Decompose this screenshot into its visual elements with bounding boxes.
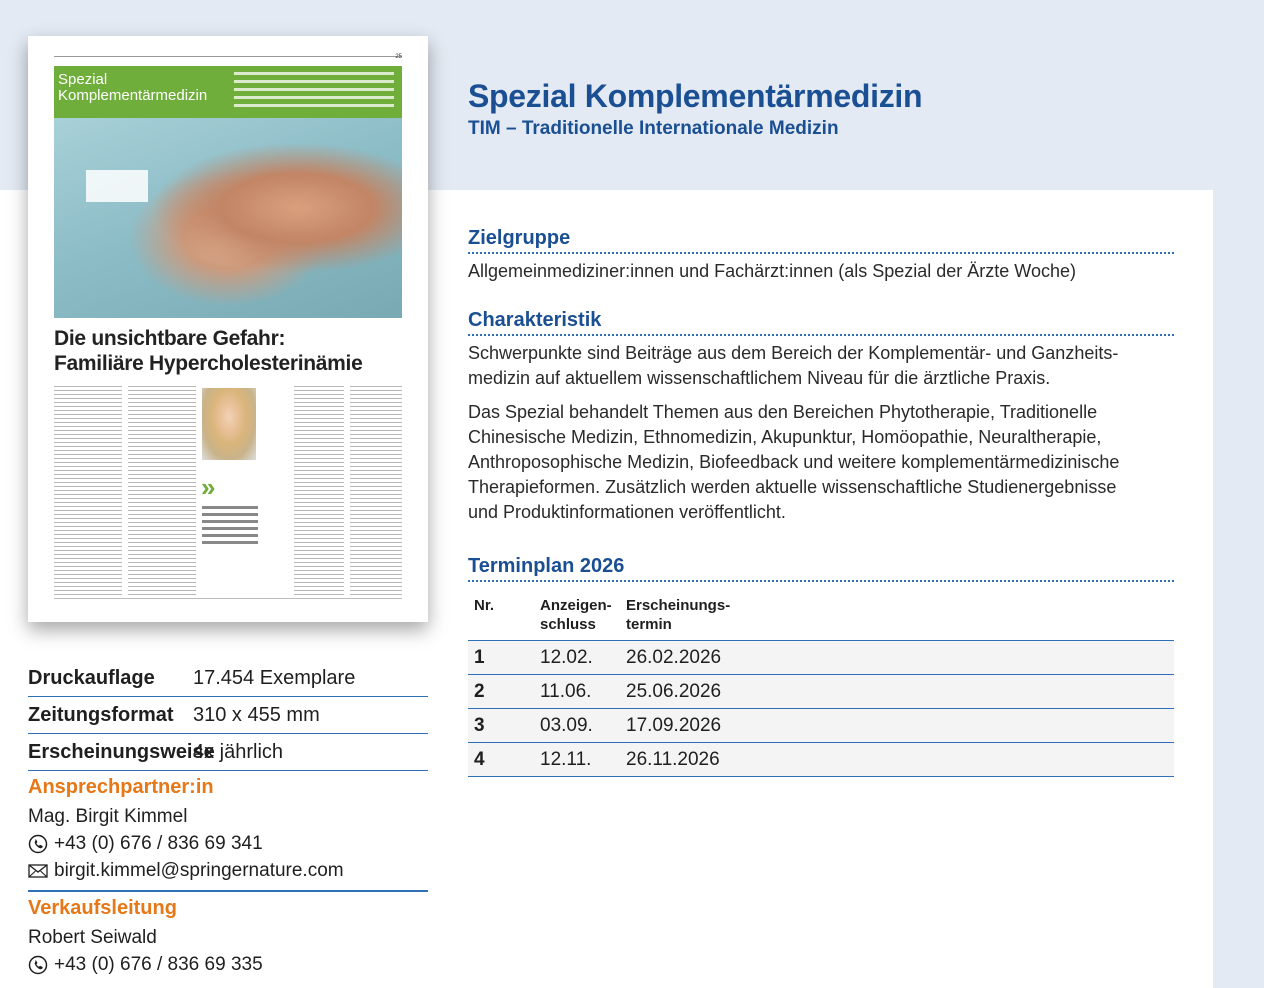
section-heading: Terminplan 2026 xyxy=(468,555,1174,582)
cover-green-band xyxy=(54,66,402,118)
cover-band-title xyxy=(58,72,207,104)
section-zielgruppe xyxy=(468,227,1174,293)
contact-phone[interactable] xyxy=(28,830,428,857)
cover-column xyxy=(294,386,344,596)
cell-nr: 3 xyxy=(468,709,534,743)
phone-icon xyxy=(28,955,48,975)
contact-phone-text: +43 (0) 676 / 836 69 335 xyxy=(54,953,263,975)
phone-icon xyxy=(28,834,48,854)
column-header-erscheinungstermin xyxy=(620,596,1174,641)
contact-phone[interactable] xyxy=(28,951,428,978)
cover-hands-photo xyxy=(54,118,402,318)
cover-top-rule xyxy=(54,56,402,57)
specs-table xyxy=(28,660,428,771)
header-line: termin xyxy=(626,616,672,633)
charakteristik-paragraph-1 xyxy=(468,341,1174,391)
header-line: Anzeigen- xyxy=(540,597,612,614)
cover-column xyxy=(128,386,196,596)
cell-erscheinungstermin: 26.02.2026 xyxy=(620,641,1174,675)
contact-heading: Ansprechpartner:in xyxy=(28,776,214,798)
text-line: Therapieformen. Zusätzlich werden aktuelle wissenschaftliche Studienergebnisse xyxy=(468,477,1117,497)
cell-nr: 1 xyxy=(468,641,534,675)
contact-phone-text: +43 (0) 676 / 836 69 341 xyxy=(54,832,263,854)
contact-name xyxy=(28,803,428,830)
text-line: Schwerpunkte sind Beiträge aus dem Bereich der Komplementär- und Ganzheits- xyxy=(468,343,1119,363)
terminplan-table xyxy=(468,596,1174,777)
cover-column xyxy=(54,386,122,596)
section-heading: Charakteristik xyxy=(468,309,1174,336)
text-line: Das Spezial behandelt Themen aus den Bereichen Phytotherapie, Traditionelle xyxy=(468,402,1098,422)
cell-erscheinungstermin: 17.09.2026 xyxy=(620,709,1174,743)
cover-footer-rule xyxy=(54,598,402,599)
contact-separator xyxy=(28,890,428,892)
spec-value: 310 x 455 mm xyxy=(193,704,320,726)
section-charakteristik xyxy=(468,309,1174,534)
cover-headline xyxy=(54,326,404,376)
section-terminplan xyxy=(468,555,1174,582)
cover-quote-mark: » xyxy=(201,472,216,502)
table-header-row xyxy=(468,596,1174,641)
text-line: und Produktinformationen veröffentlicht. xyxy=(468,502,786,522)
table-row xyxy=(468,675,1174,709)
spec-value: 17.454 Exemplare xyxy=(193,667,356,689)
contact-email[interactable] xyxy=(28,857,428,884)
header-line: schluss xyxy=(540,616,596,633)
header-line: Erscheinungs- xyxy=(626,597,731,614)
cell-anzeigenschluss: 12.02. xyxy=(534,641,620,675)
right-margin-background xyxy=(1213,0,1264,988)
contact-verkaufsleitung xyxy=(28,897,428,978)
cover-quote-lines xyxy=(202,506,258,548)
cover-page-number: 25 xyxy=(395,54,402,60)
text-line: Anthroposophische Medizin, Biofeedback und weitere komplementärmedizinische xyxy=(468,452,1120,472)
spec-row-erscheinungsweise xyxy=(28,734,428,771)
cell-anzeigenschluss: 11.06. xyxy=(534,675,620,709)
cover-band-title-line2: Komplementärmedizin xyxy=(58,87,208,105)
spec-value: 4x jährlich xyxy=(193,741,284,763)
contact-heading: Verkaufsleitung xyxy=(28,897,177,919)
spec-row-zeitungsformat xyxy=(28,697,428,734)
section-heading: Zielgruppe xyxy=(468,227,1174,254)
cover-portrait-photo xyxy=(202,388,256,460)
spec-label: Druckauflage xyxy=(28,667,155,689)
contact-name-text: Robert Seiwald xyxy=(28,926,157,948)
cell-anzeigenschluss: 03.09. xyxy=(534,709,620,743)
cover-photo-caption-box xyxy=(86,170,148,202)
zielgruppe-text: Allgemeinmediziner:innen und Fachärzt:innen (als Spezial der Ärzte Woche) xyxy=(468,261,1076,281)
cell-erscheinungstermin: 26.11.2026 xyxy=(620,743,1174,777)
spec-label: Zeitungsformat xyxy=(28,704,174,726)
table-row xyxy=(468,709,1174,743)
contact-ansprechpartner xyxy=(28,776,428,892)
cell-anzeigenschluss: 12.11. xyxy=(534,743,620,777)
envelope-icon xyxy=(28,863,48,879)
cover-headline-line1: Die unsichtbare Gefahr: xyxy=(54,327,286,350)
charakteristik-paragraph-2 xyxy=(468,400,1174,525)
newspaper-cover-thumbnail xyxy=(28,36,428,622)
section-text xyxy=(468,341,1174,525)
cell-erscheinungstermin: 25.06.2026 xyxy=(620,675,1174,709)
column-header-nr: Nr. xyxy=(468,596,534,641)
contact-name-text: Mag. Birgit Kimmel xyxy=(28,805,188,827)
cover-toc-lines xyxy=(234,72,394,112)
text-line: Chinesische Medizin, Ethnomedizin, Akupunktur, Homöopathie, Neuraltherapie, xyxy=(468,427,1102,447)
text-line: medizin auf aktuellem wissenschaftlichem Niveau für die ärztliche Praxis. xyxy=(468,368,1051,388)
contact-name xyxy=(28,924,428,951)
section-text xyxy=(468,259,1174,284)
cover-headline-line2: Familiäre Hypercholesterinämie xyxy=(54,352,363,376)
page-subtitle: TIM – Traditionelle Internationale Medizin xyxy=(468,118,839,139)
cover-column xyxy=(350,386,402,596)
spec-label: Erscheinungsweise xyxy=(28,741,215,763)
cell-nr: 4 xyxy=(468,743,534,777)
spec-row-druckauflage xyxy=(28,660,428,697)
page-title: Spezial Komplementärmedizin xyxy=(468,78,923,114)
contact-email-text: birgit.kimmel@springernature.com xyxy=(54,859,344,881)
cell-nr: 2 xyxy=(468,675,534,709)
column-header-anzeigenschluss xyxy=(534,596,620,641)
cover-band-title-line1: Spezial xyxy=(58,71,108,88)
table-row xyxy=(468,743,1174,777)
table-row xyxy=(468,641,1174,675)
